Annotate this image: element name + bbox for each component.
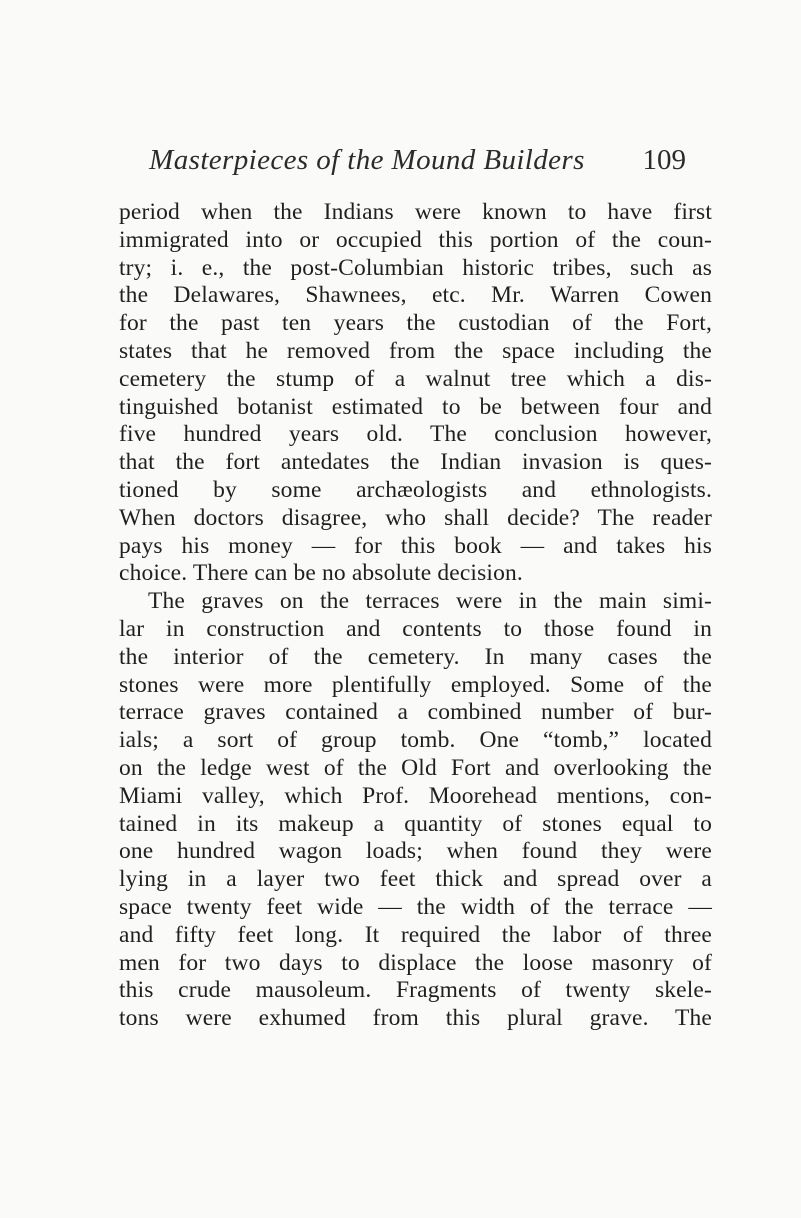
text-line: five hundred years old. The conclusion however,	[119, 421, 712, 448]
running-head	[120, 144, 686, 184]
text-line: try; i. e., the post-Columbian historic tribes, such as	[119, 254, 712, 281]
text-line: states that he removed from the space including the	[119, 337, 712, 364]
text-line: tioned by some archæologists and ethnologists.	[119, 476, 712, 503]
text-line: the Delawares, Shawnees, etc. Mr. Warren Cowen	[119, 282, 712, 309]
text-line: pays his money — for this book — and takes his	[119, 532, 712, 559]
text-line: Miami valley, which Prof. Moorehead mentions, con-	[119, 782, 712, 809]
text-line: men for two days to displace the loose masonry of	[119, 949, 712, 976]
text-line: period when the Indians were known to have first	[119, 199, 712, 225]
text-line: this crude mausoleum. Fragments of twenty skele-	[119, 977, 712, 1004]
text-line: one hundred wagon loads; when found they were	[119, 838, 712, 865]
text-line: and fifty feet long. It required the labor of three	[119, 921, 712, 948]
text-line: immigrated into or occupied this portion of the coun-	[119, 226, 712, 253]
text-line: tinguished botanist estimated to be between four and	[119, 393, 712, 420]
text-line: space twenty feet wide — the width of the terrace —	[119, 893, 712, 920]
text-line: lar in construction and contents to those found in	[119, 615, 712, 642]
paragraph-end-line: choice. There can be no absolute decision.	[119, 560, 523, 587]
text-line: that the fort antedates the Indian invasion is ques-	[119, 449, 712, 476]
text-line: When doctors disagree, who shall decide? The reader	[119, 504, 712, 531]
body-text	[119, 199, 712, 1033]
paragraph-start-line: The graves on the terraces were in the main simi-	[148, 588, 712, 615]
text-line: for the past ten years the custodian of the Fort,	[119, 310, 712, 337]
text-line: the interior of the cemetery. In many cases the	[119, 643, 712, 670]
text-line: tained in its makeup a quantity of stones equal to	[119, 810, 712, 837]
text-line: ials; a sort of group tomb. One “tomb,” located	[119, 727, 712, 754]
running-title: Masterpieces of the Mound Builders	[149, 144, 585, 176]
text-line: stones were more plentifully employed. Some of the	[119, 671, 712, 698]
page-number: 109	[642, 144, 686, 176]
text-line: tons were exhumed from this plural grave. The	[119, 1005, 712, 1032]
text-line: cemetery the stump of a walnut tree which a dis-	[119, 365, 712, 392]
text-line: on the ledge west of the Old Fort and overlooking the	[119, 754, 712, 781]
text-line: lying in a layer two feet thick and spread over a	[119, 866, 712, 893]
text-line: terrace graves contained a combined number of bur-	[119, 699, 712, 726]
